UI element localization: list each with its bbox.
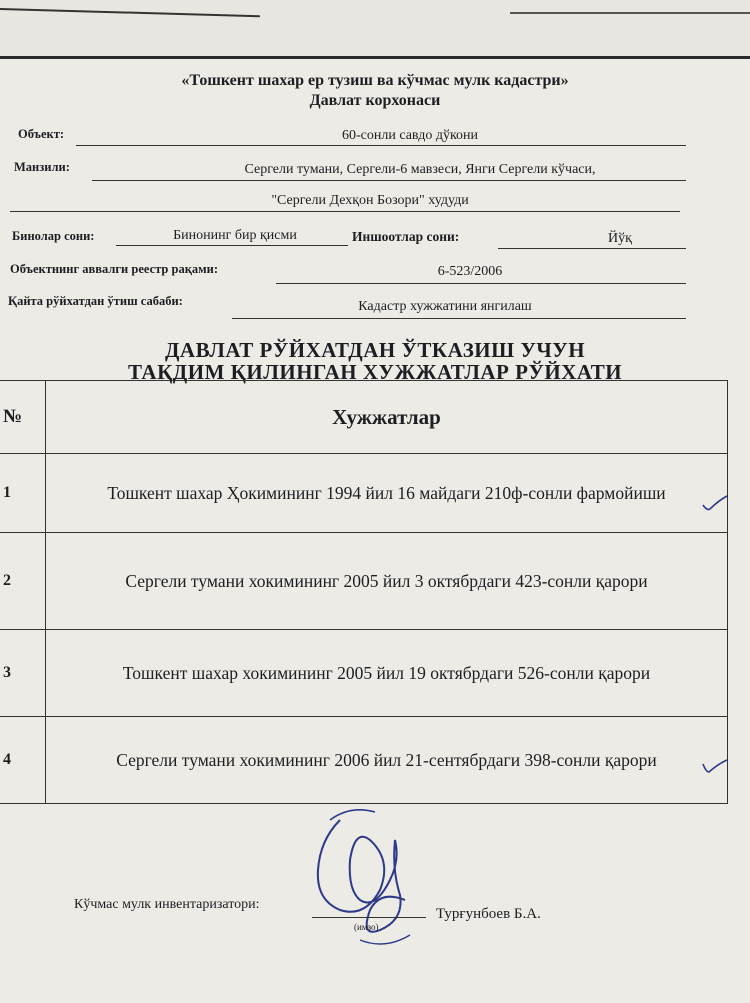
object-label: Объект:: [18, 127, 65, 141]
row-number: 3: [0, 630, 46, 717]
table-header-row: [0, 381, 728, 454]
list-title-line2: ТАҚДИМ ҚИЛИНГАН ХУЖЖАТЛАР РЎЙХАТИ: [127, 360, 623, 384]
table-row: [0, 533, 728, 630]
structures-value: Йўқ: [608, 231, 632, 246]
background-sheet: [0, 0, 750, 60]
address-value-line2: "Сергели Дехқон Бозори" худуди: [271, 193, 469, 208]
row-number: 2: [0, 533, 46, 630]
address-label: Манзили:: [14, 160, 70, 174]
row-document: Тошкент шахар хокимининг 2005 йил 19 октябрдаги 526-сонли қарори: [46, 630, 728, 717]
buildings-underline: [116, 245, 348, 246]
org-title: «Тошкент шахар ер тузиш ва кўчмас мулк кадастри»: [181, 72, 569, 89]
structures-label: Иншоотлар сони:: [352, 229, 460, 244]
buildings-label: Бинолар сони:: [12, 229, 95, 243]
object-value: 60-сонли савдо дўкони: [341, 128, 479, 143]
address-underline-2: [10, 211, 680, 212]
row-document: Сергели тумани хокимининг 2006 йил 21-сентябрдаги 398-сонли қарори: [46, 717, 728, 804]
row-document: Сергели тумани хокимининг 2005 йил 3 октябрдаги 423-сонли қарори: [46, 533, 728, 630]
rereg-reason-value: Кадастр хужжатини янгилаш: [358, 299, 532, 314]
org-subtitle: Давлат корхонаси: [309, 92, 441, 109]
check-mark-icon: [700, 752, 730, 776]
column-header-number: №: [0, 381, 46, 454]
table-row: [0, 717, 728, 804]
buildings-value: Бинонинг бир қисми: [173, 228, 297, 243]
rereg-reason-underline: [232, 318, 686, 319]
signature-line: [312, 917, 426, 918]
documents-table: [0, 380, 728, 804]
background-line: [510, 12, 750, 14]
signature-caption: (имзо): [354, 922, 379, 932]
inventory-name: Турғунбоев Б.А.: [436, 906, 541, 922]
row-number: 4: [0, 717, 46, 804]
table-row: [0, 454, 728, 533]
column-header-documents: Хужжатлар: [46, 381, 728, 454]
address-underline: [92, 180, 686, 181]
structures-underline: [498, 248, 686, 249]
inventory-label: Кўчмас мулк инвентаризатори:: [74, 897, 260, 912]
background-line: [0, 8, 260, 17]
check-mark-icon: [700, 493, 730, 513]
address-value-line1: Сергели тумани, Сергели-6 мавзеси, Янги Сергели кўчаси,: [244, 162, 596, 177]
row-document: Тошкент шахар Ҳокимининг 1994 йил 16 майдаги 210ф-сонли фармойиши: [46, 454, 728, 533]
prev-registry-label: Объектнинг аввалги реестр рақами:: [10, 262, 219, 276]
row-number: 1: [0, 454, 46, 533]
prev-registry-underline: [276, 283, 686, 284]
object-underline: [76, 145, 686, 146]
table-row: [0, 630, 728, 717]
prev-registry-value: 6-523/2006: [437, 264, 503, 279]
rereg-reason-label: Қайта рўйхатдан ўтиш сабаби:: [8, 294, 183, 308]
list-title-line1: ДАВЛАТ РЎЙХАТДАН ЎТКАЗИШ УЧУН: [164, 338, 586, 362]
